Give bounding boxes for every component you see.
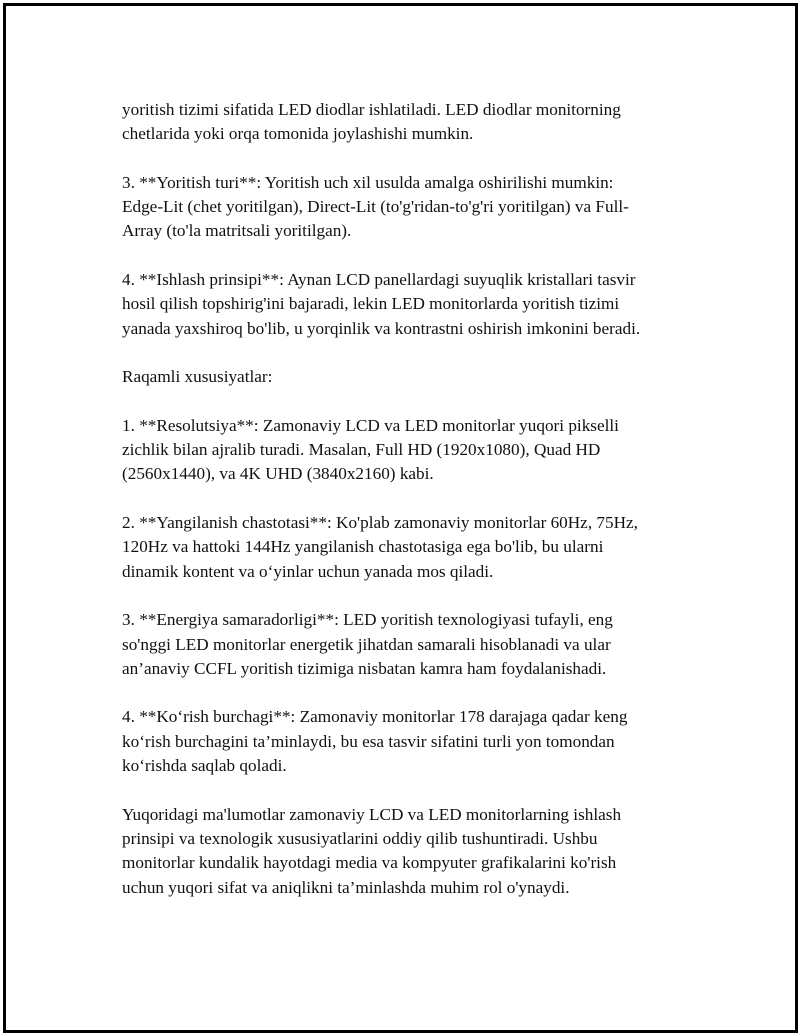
paragraph-lighting-type: 3. **Yoritish turi**: Yoritish uch xil usulda amalga oshirilishi mumkin: Edge-Lit (chet yoritilgan), Direct-Lit (to'g'ridan-to'g'ri yoritilgan) va Full- Array (to'la matritsali yoritilgan). (122, 172, 629, 241)
paragraph-refresh-rate: 2. **Yangilanish chastotasi**: Ko'plab zamonaviy monitorlar 60Hz, 75Hz, 120Hz va hattoki 144Hz yangilanish chastotasiga ega bo'lib, bu ularni dinamik kontent va o‘yinlar uchun yanada mos qiladi. (122, 513, 638, 581)
paragraph-energy-efficiency: 3. **Energiya samaradorligi**: LED yoritish texnologiyasi tufayli, eng so'nggi LED monitorlar energetik jihatdan samarali hisoblanadi va ular an’anaviy CCFL yoritish tizimiga nisbatan kamra ham foydalanishadi. (122, 610, 613, 678)
document-body (122, 98, 692, 900)
section-heading-digital-features: Raqamli xususiyatlar: (122, 367, 273, 387)
paragraph-conclusion: Yuqoridagi ma'lumotlar zamonaviy LCD va LED monitorlarning ishlash prinsipi va texnologik xususiyatlarini oddiy qilib tushuntiradi. Ushbu monitorlar kundalik hayotdagi media va kompyuter grafikalarini ko'rish uchun yuqori sifat va aniqlikni ta’minlashda muhim rol o'ynaydi. (122, 804, 622, 897)
paragraph-working-principle: 4. **Ishlash prinsipi**: Aynan LCD panellardagi suyuqlik kristallari tasvir hosil qilish topshirig'ini bajaradi, lekin LED monitorlarda yoritish tizimi yanada yaxshiroq bo'lib, u yorqinlik va kontrastni oshirish imkonini beradi. (122, 270, 641, 338)
paragraph-viewing-angle: 4. **Ko‘rish burchagi**: Zamonaviy monitorlar 178 darajaga qadar keng ko‘rish burchagini ta’minlaydi, bu esa tasvir sifatini turli yon tomondan ko‘rishda saqlab qoladi. (122, 707, 628, 776)
paragraph-backlight-leds: yoritish tizimi sifatida LED diodlar ishlatiladi. LED diodlar monitorning chetlarida yoki orqa tomonida joylashishi mumkin. (122, 100, 621, 144)
paragraph-resolution: 1. **Resolutsiya**: Zamonaviy LCD va LED monitorlar yuqori pikselli zichlik bilan ajralib turadi. Masalan, Full HD (1920x1080), Quad HD (2560x1440), va 4K UHD (3840x2160) kabi. (122, 415, 619, 484)
page-frame (3, 3, 798, 1033)
